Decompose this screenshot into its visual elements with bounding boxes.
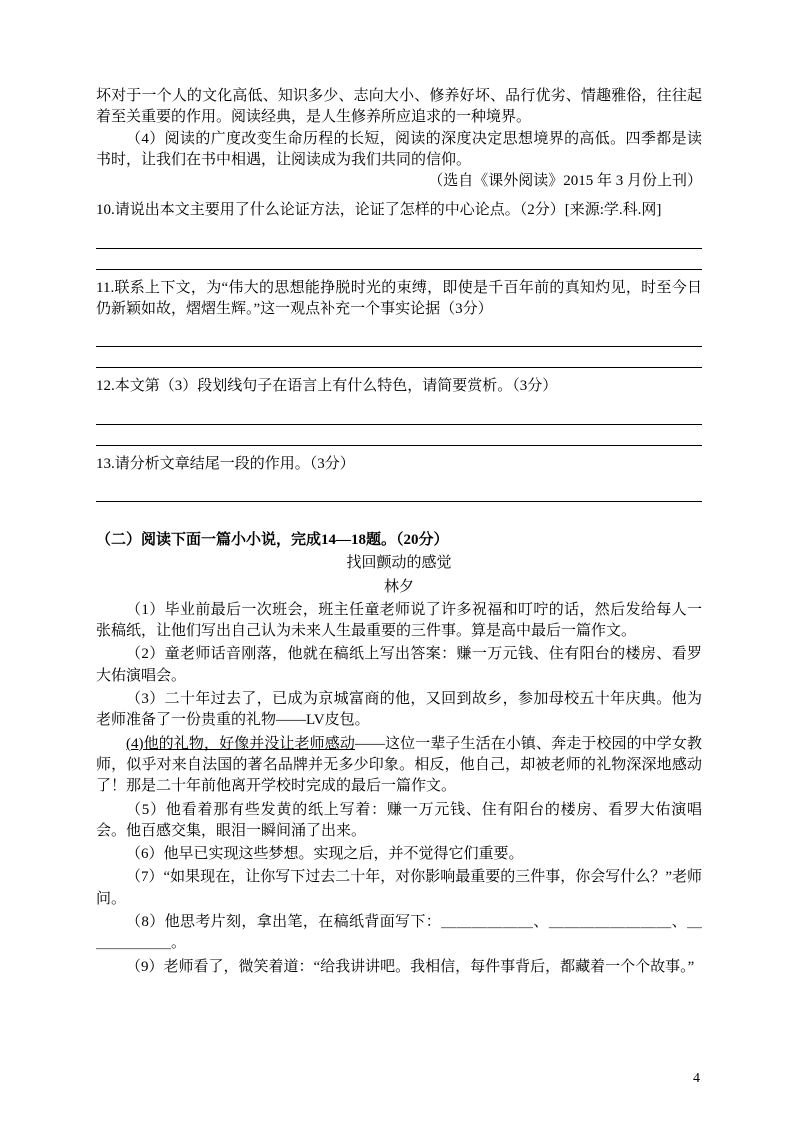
story-paragraph-1: （1）毕业前最后一次班会，班主任童老师说了许多祝福和叮咛的话，然后发给每人一张稿纸，让他们写出自己认为未来人生最重要的三件事。算是高中最后一篇作文。 xyxy=(96,601,702,640)
story-paragraph-4-underlined-text: (4)他的礼物，好像并没让老师感动 xyxy=(126,735,355,752)
document-content xyxy=(96,86,702,978)
answer-line xyxy=(96,249,702,270)
story-paragraph-3: （3）二十年过去了，已成为京城富商的他，又回到故乡，参加母校五十年庆典。他为老师准备了一份贵重的礼物——LV皮包。 xyxy=(96,691,702,729)
answer-lines-q11 xyxy=(96,326,702,368)
question-10: 10.请说出本文主要用了什么论证方法，论证了怎样的中心论点。（2分）[来源:学.科.网] xyxy=(96,202,662,219)
answer-lines-q13 xyxy=(96,481,702,502)
question-12: 12.本文第（3）段划线句子在语言上有什么特色，请简要赏析。（3分） xyxy=(96,378,558,395)
question-13: 13.请分析文章结尾一段的作用。（3分） xyxy=(96,455,355,472)
answer-line xyxy=(96,326,702,347)
essay-paragraph-4: （4）阅读的广度改变生命历程的长短，阅读的深度决定思想境界的高低。四季都是读书时，让我们在书中相遇，让阅读成为我们共同的信仰。 xyxy=(96,130,702,168)
story-paragraph-9: （9）老师看了，微笑着道：“给我讲讲吧。我相信，每件事背后，都藏着一个个故事。” xyxy=(126,958,695,975)
answer-line xyxy=(96,404,702,425)
story-paragraph-7: （7）“如果现在，让你写下过去二十年，对你影响最重要的三件事，你会写什么？”老师问。 xyxy=(96,869,702,907)
section-2-heading: （二）阅读下面一篇小小说，完成14—18题。（20分） xyxy=(96,531,449,548)
story-title: 找回颤动的感觉 xyxy=(346,555,452,572)
story-paragraph-4 xyxy=(96,734,702,798)
story xyxy=(96,553,702,978)
answer-line xyxy=(96,481,702,502)
page-number: 4 xyxy=(693,1071,700,1086)
story-author: 林夕 xyxy=(383,578,414,595)
answer-lines-q12 xyxy=(96,404,702,446)
story-paragraph-4-rest-text: ——这位一辈子生活在小镇、奔走于校园的中学女教师，似乎对来自法国的著名品牌并无多少印象。相反，他自己，却被老师的礼物深深地感动了！那是二十年前他离开学校时完成的最后一篇作文。 xyxy=(96,735,702,795)
story-paragraph-5: （5）他看着那有些发黄的纸上写着：赚一万元钱、住有阳台的楼房、看罗大佑演唱会。他百感交集，眼泪一瞬间涌了出来。 xyxy=(96,801,702,839)
answer-line xyxy=(96,425,702,446)
story-paragraph-6: （6）他早已实现这些梦想。实现之后，并不觉得它们重要。 xyxy=(126,846,524,863)
essay-continuation-paragraph: 坏对于一个人的文化高低、知识多少、志向大小、修养好坏、品行优劣、情趣雅俗，往往起着至关重要的作用。阅读经典，是人生修养所应追求的一种境界。 xyxy=(96,88,702,126)
answer-lines-q10 xyxy=(96,228,702,270)
essay-attribution: （选自《课外阅读》2015 年 3 月份上刊） xyxy=(428,173,702,190)
question-11: 11.联系上下文，为“伟大的思想能挣脱时光的束缚，即使是千百年前的真知灼见，时至今日仍新颖如故，熠熠生辉。”这一观点补充一个事实论据（3分） xyxy=(96,279,702,318)
story-paragraph-2: （2）童老师话音刚落，他就在稿纸上写出答案：赚一万元钱、住有阳台的楼房、看罗大佑演唱会。 xyxy=(96,646,702,684)
story-paragraph-8: （8）他思考片刻，拿出笔，在稿纸背面写下：＿＿＿＿＿＿、＿＿＿＿＿＿＿＿、＿＿＿＿＿＿。 xyxy=(96,914,702,952)
answer-line xyxy=(96,228,702,249)
answer-line xyxy=(96,347,702,368)
